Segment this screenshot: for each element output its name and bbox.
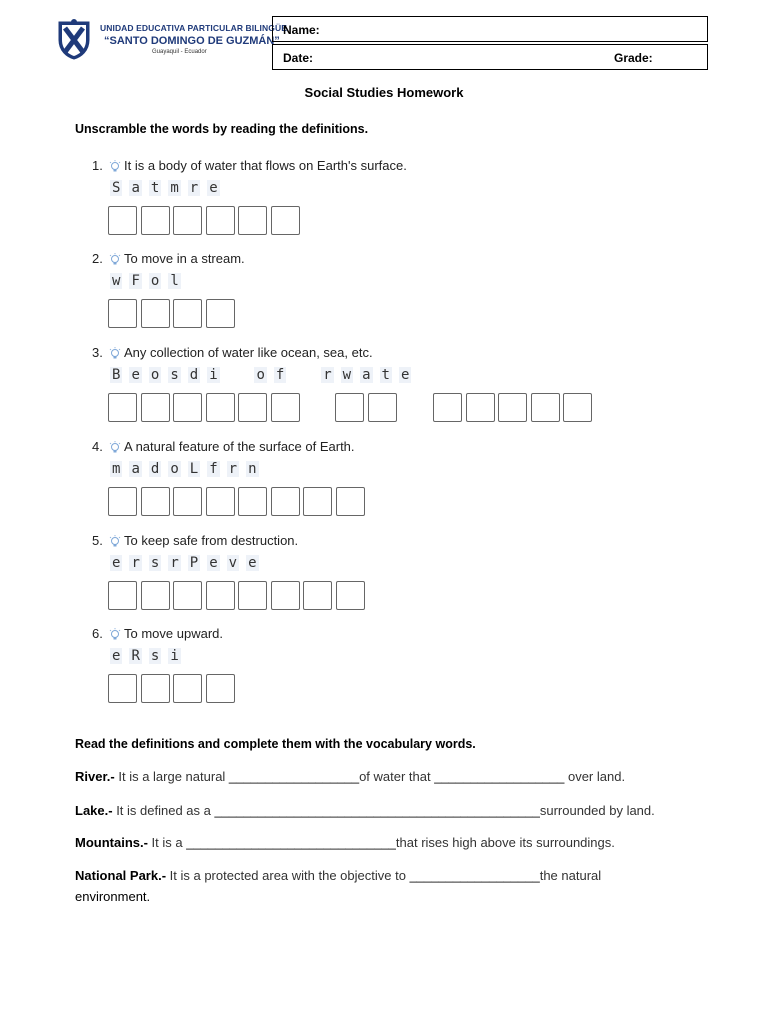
- letter-box[interactable]: [141, 206, 170, 235]
- letter-box[interactable]: [498, 393, 527, 422]
- scrambled-letter: r: [189, 180, 199, 196]
- letter-box[interactable]: [173, 487, 202, 516]
- letter-box[interactable]: [433, 393, 462, 422]
- lightbulb-icon: [109, 347, 121, 361]
- lightbulb-icon: [109, 628, 121, 642]
- definition-river: River.- It is a large natural __________________of water that __________________ over land.: [75, 769, 626, 784]
- question-definition: A natural feature of the surface of Earth.: [124, 439, 355, 454]
- definition-national-park: National Park.- It is a protected area with the objective to __________________the natural: [75, 868, 602, 883]
- scrambled-letter: l: [170, 273, 179, 289]
- letter-box[interactable]: [173, 581, 202, 610]
- scrambled-letters: [110, 461, 266, 477]
- letter-gap: [227, 367, 248, 383]
- letter-box[interactable]: [335, 393, 364, 422]
- scrambled-letter: a: [131, 180, 140, 196]
- letter-box[interactable]: [206, 393, 235, 422]
- scrambled-letter: F: [131, 273, 140, 289]
- letter-box[interactable]: [303, 487, 332, 516]
- letter-box[interactable]: [336, 581, 365, 610]
- scrambled-letter: t: [381, 367, 390, 383]
- letter-box[interactable]: [141, 299, 170, 328]
- question-definition: It is a body of water that flows on Earth's surface.: [124, 158, 407, 173]
- letter-box[interactable]: [108, 581, 137, 610]
- scrambled-letter: v: [228, 555, 238, 571]
- letter-box[interactable]: [141, 393, 170, 422]
- scrambled-letter: P: [189, 555, 199, 571]
- letter-gap: [293, 367, 314, 383]
- scrambled-letter: S: [112, 180, 121, 196]
- letter-box[interactable]: [238, 581, 267, 610]
- letter-box[interactable]: [108, 393, 137, 422]
- school-name-line2: “SANTO DOMINGO DE GUZMÁN”: [104, 35, 280, 47]
- lightbulb-icon: [109, 160, 121, 174]
- scrambled-letter: w: [112, 273, 121, 289]
- question-number: 6.: [92, 626, 103, 641]
- letter-box[interactable]: [271, 581, 300, 610]
- lightbulb-icon: [109, 535, 121, 549]
- term-mountains: Mountains.-: [75, 835, 148, 850]
- blank[interactable]: __________________: [434, 769, 565, 784]
- term-lake: Lake.-: [75, 803, 113, 818]
- scrambled-letter: m: [112, 461, 121, 477]
- scrambled-letters: [110, 367, 418, 383]
- scrambled-letter: s: [150, 555, 160, 571]
- scrambled-letter: f: [275, 367, 285, 383]
- definition-mountains: Mountains.- It is a _____________________________that rises high above its surroundings.: [75, 835, 615, 850]
- scrambled-letter: L: [189, 461, 199, 477]
- scrambled-letter: e: [400, 367, 410, 383]
- scrambled-letters: [110, 180, 227, 196]
- scrambled-letter: m: [170, 180, 179, 196]
- page-title: Social Studies Homework: [304, 85, 464, 100]
- school-location: Guayaquil - Ecuador: [152, 49, 207, 55]
- scrambled-letter: R: [131, 648, 140, 664]
- letter-box[interactable]: [336, 487, 365, 516]
- lightbulb-icon: [109, 441, 121, 455]
- letter-box[interactable]: [238, 487, 267, 516]
- letter-box[interactable]: [173, 674, 202, 703]
- letter-box[interactable]: [108, 206, 137, 235]
- letter-box[interactable]: [206, 674, 235, 703]
- name-field[interactable]: [272, 16, 708, 42]
- scrambled-letter: e: [248, 555, 257, 571]
- date-grade-field[interactable]: [272, 44, 708, 70]
- scrambled-letters: [110, 555, 266, 571]
- scrambled-letter: r: [228, 461, 238, 477]
- letter-box[interactable]: [206, 487, 235, 516]
- question-definition: Any collection of water like ocean, sea, etc.: [124, 345, 373, 360]
- scrambled-letter: e: [112, 555, 121, 571]
- scrambled-letter: a: [362, 367, 371, 383]
- section2-instruction: Read the definitions and complete them with the vocabulary words.: [75, 737, 476, 751]
- letter-box[interactable]: [271, 487, 300, 516]
- scrambled-letter: B: [112, 367, 121, 383]
- letter-box[interactable]: [271, 393, 300, 422]
- school-name-line1: UNIDAD EDUCATIVA PARTICULAR BILINGÜE: [100, 23, 287, 33]
- scrambled-letter: e: [112, 648, 121, 664]
- letter-box[interactable]: [206, 299, 235, 328]
- letter-box[interactable]: [108, 487, 137, 516]
- letter-box[interactable]: [271, 206, 300, 235]
- scrambled-letter: e: [209, 555, 218, 571]
- letter-box[interactable]: [108, 299, 137, 328]
- scrambled-letter: a: [131, 461, 140, 477]
- question-number: 1.: [92, 158, 103, 173]
- letter-box[interactable]: [206, 581, 235, 610]
- scrambled-letter: o: [150, 273, 160, 289]
- letter-box[interactable]: [238, 393, 267, 422]
- letter-box[interactable]: [238, 206, 267, 235]
- letter-box[interactable]: [531, 393, 560, 422]
- scrambled-letter: f: [209, 461, 218, 477]
- question-number: 3.: [92, 345, 103, 360]
- question-definition: To move in a stream.: [124, 251, 245, 266]
- letter-box[interactable]: [173, 206, 202, 235]
- question-number: 2.: [92, 251, 103, 266]
- scrambled-letter: s: [170, 367, 179, 383]
- definition-national-park-cont: environment.: [75, 889, 151, 904]
- letter-box[interactable]: [141, 581, 170, 610]
- grade-label: Grade:: [614, 51, 653, 65]
- scrambled-letter: d: [150, 461, 160, 477]
- letter-box[interactable]: [563, 393, 592, 422]
- scrambled-letters: [110, 648, 188, 664]
- blank[interactable]: __________________: [409, 868, 540, 883]
- scrambled-letter: r: [131, 555, 140, 571]
- question-definition: To keep safe from destruction.: [124, 533, 299, 548]
- blank[interactable]: _____________________________________________: [214, 803, 540, 818]
- letter-box[interactable]: [173, 393, 202, 422]
- name-label: Name:: [283, 23, 320, 37]
- definition-lake: Lake.- It is defined as a _____________________________________________surrounded by land.: [75, 803, 655, 818]
- letter-box[interactable]: [141, 487, 170, 516]
- question-number: 5.: [92, 533, 103, 548]
- scrambled-letter: i: [170, 648, 179, 664]
- letter-box[interactable]: [141, 674, 170, 703]
- blank[interactable]: __________________: [228, 769, 360, 784]
- blank[interactable]: _____________________________: [186, 835, 396, 850]
- letter-box[interactable]: [173, 299, 202, 328]
- letter-box[interactable]: [466, 393, 495, 422]
- scrambled-letters: [110, 273, 188, 289]
- scrambled-letter: n: [248, 461, 257, 477]
- date-label: Date:: [283, 51, 314, 65]
- scrambled-letter: o: [150, 367, 160, 383]
- scrambled-letter: t: [150, 180, 160, 196]
- section1-instruction: Unscramble the words by reading the definitions.: [75, 122, 369, 136]
- term-national-park: National Park.-: [75, 868, 167, 883]
- lightbulb-icon: [109, 253, 121, 267]
- letter-box[interactable]: [108, 674, 137, 703]
- scrambled-letter: r: [323, 367, 332, 383]
- letter-box[interactable]: [303, 581, 332, 610]
- question-number: 4.: [92, 439, 103, 454]
- scrambled-letter: i: [209, 367, 218, 383]
- scrambled-letter: o: [256, 367, 265, 383]
- term-river: River.-: [75, 769, 115, 784]
- scrambled-letter: r: [170, 555, 179, 571]
- school-logo: [55, 18, 93, 60]
- scrambled-letter: s: [150, 648, 160, 664]
- letter-box[interactable]: [206, 206, 235, 235]
- question-definition: To move upward.: [124, 626, 223, 641]
- scrambled-letter: w: [342, 367, 352, 383]
- scrambled-letter: e: [209, 180, 218, 196]
- scrambled-letter: o: [170, 461, 179, 477]
- scrambled-letter: e: [131, 367, 140, 383]
- scrambled-letter: d: [189, 367, 199, 383]
- letter-box[interactable]: [368, 393, 397, 422]
